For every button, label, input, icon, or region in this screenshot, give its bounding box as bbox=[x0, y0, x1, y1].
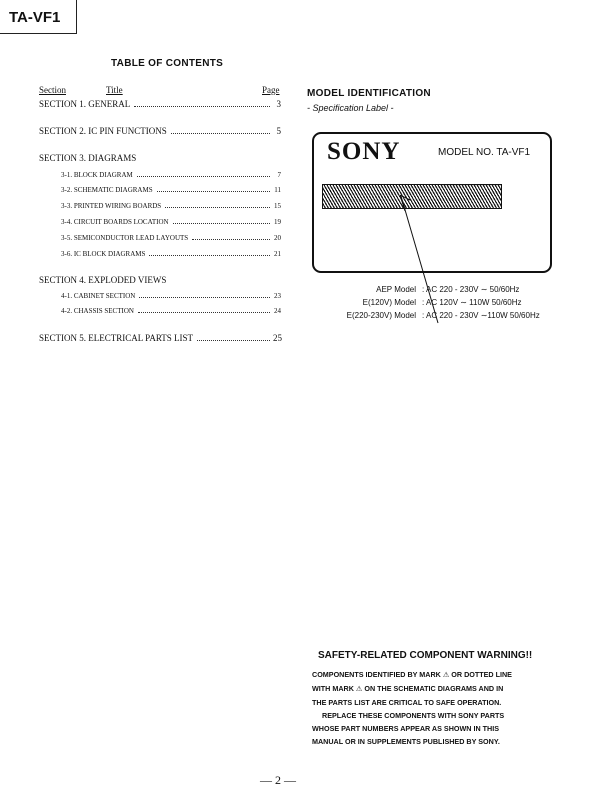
toc-entry-page: 5 bbox=[276, 126, 281, 136]
toc-subentry-label: 3-1. BLOCK DIAGRAM bbox=[61, 171, 133, 179]
toc-header-title: Title bbox=[106, 85, 123, 95]
toc-subentry bbox=[61, 292, 281, 300]
toc-subentry bbox=[61, 171, 281, 179]
spec-model: E(220-230V) Model bbox=[346, 311, 416, 320]
toc-subentry bbox=[61, 186, 281, 194]
toc-header-section: Section bbox=[39, 85, 66, 95]
model-name: TA-VF1 bbox=[9, 9, 61, 26]
toc-leader bbox=[149, 255, 270, 256]
toc-subentry-label: 3-5. SEMICONDUCTOR LEAD LAYOUTS bbox=[61, 234, 189, 242]
toc-subentry-page: 11 bbox=[274, 186, 281, 194]
model-tab bbox=[0, 0, 77, 34]
safety-warning-line: COMPONENTS IDENTIFIED BY MARK ⚠ OR DOTTED LINE bbox=[312, 670, 512, 679]
safety-warning-line: MANUAL OR IN SUPPLEMENTS PUBLISHED BY SONY. bbox=[312, 737, 500, 746]
toc-subentry bbox=[61, 250, 281, 258]
model-identification-title: MODEL IDENTIFICATION bbox=[307, 88, 431, 99]
toc-subentry-page: 15 bbox=[274, 202, 281, 210]
spec-model: AEP Model bbox=[376, 285, 416, 294]
toc-leader bbox=[171, 133, 270, 134]
toc-leader bbox=[139, 297, 270, 298]
toc-leader bbox=[192, 239, 270, 240]
toc-header-page: Page bbox=[262, 85, 280, 95]
toc-subentry bbox=[61, 218, 281, 226]
toc-entry-section-3: SECTION 3. DIAGRAMS bbox=[39, 153, 137, 163]
toc-subentry bbox=[61, 307, 281, 315]
spec-value: : AC 220 - 230V ∼ 50/60Hz bbox=[422, 285, 520, 294]
spec-model: E(120V) Model bbox=[362, 298, 416, 307]
toc-subentry bbox=[61, 202, 281, 210]
toc-entry-section-1 bbox=[39, 99, 281, 109]
toc-subentry-label: 4-1. CABINET SECTION bbox=[61, 292, 136, 300]
safety-warning-line: WHOSE PART NUMBERS APPEAR AS SHOWN IN THIS bbox=[312, 724, 500, 733]
safety-warning-title: SAFETY-RELATED COMPONENT WARNING!! bbox=[318, 650, 533, 661]
toc-entry-label: SECTION 1. GENERAL bbox=[39, 99, 131, 109]
specification-label-subtitle: - Specification Label - bbox=[307, 103, 394, 113]
toc-subentry-page: 19 bbox=[274, 218, 281, 226]
toc-subentry-label: 3-2. SCHEMATIC DIAGRAMS bbox=[61, 186, 153, 194]
safety-warning-line: REPLACE THESE COMPONENTS WITH SONY PARTS bbox=[322, 711, 505, 720]
toc-subentry-page: 21 bbox=[274, 250, 281, 258]
sony-logo: SONY bbox=[327, 138, 401, 165]
toc-subentry-page: 23 bbox=[274, 292, 281, 300]
spec-value: : AC 220 - 230V ∼110W 50/60Hz bbox=[422, 311, 540, 320]
toc-entry-section-4: SECTION 4. EXPLODED VIEWS bbox=[39, 275, 167, 285]
toc-subentry-page: 20 bbox=[274, 234, 281, 242]
toc-entry-page: 25 bbox=[273, 333, 282, 343]
toc-subentry-label: 3-4. CIRCUIT BOARDS LOCATION bbox=[61, 218, 169, 226]
toc-subentry bbox=[61, 234, 281, 242]
safety-warning-line: WITH MARK ⚠ ON THE SCHEMATIC DIAGRAMS AND IN bbox=[312, 684, 504, 693]
model-number: MODEL NO. TA-VF1 bbox=[438, 147, 531, 158]
toc-entry-section-2 bbox=[39, 126, 281, 136]
toc-subentry-page: 24 bbox=[274, 307, 281, 315]
spec-value: : AC 120V ∼ 110W 50/60Hz bbox=[422, 298, 522, 307]
toc-subentry-label: 3-3. PRINTED WIRING BOARDS bbox=[61, 202, 162, 210]
toc-subentry-label: 3-6. IC BLOCK DIAGRAMS bbox=[61, 250, 146, 258]
toc-leader bbox=[137, 176, 270, 177]
page-number: — 2 — bbox=[260, 773, 296, 787]
toc-leader bbox=[134, 106, 270, 107]
toc-leader bbox=[138, 312, 270, 313]
toc-title: TABLE OF CONTENTS bbox=[111, 58, 224, 69]
toc-entry-label: SECTION 5. ELECTRICAL PARTS LIST bbox=[39, 333, 194, 343]
toc-entry-page: 3 bbox=[276, 99, 281, 109]
toc-entry-label: SECTION 2. IC PIN FUNCTIONS bbox=[39, 126, 167, 136]
toc-subentry-page: 7 bbox=[277, 171, 281, 179]
toc-leader bbox=[173, 223, 270, 224]
toc-subentry-label: 4-2. CHASSIS SECTION bbox=[61, 307, 134, 315]
toc-leader bbox=[197, 340, 270, 341]
toc-entry-section-5 bbox=[39, 333, 281, 343]
toc-leader bbox=[165, 207, 270, 208]
safety-warning-line: THE PARTS LIST ARE CRITICAL TO SAFE OPERATION. bbox=[312, 698, 502, 707]
toc-leader bbox=[157, 191, 270, 192]
